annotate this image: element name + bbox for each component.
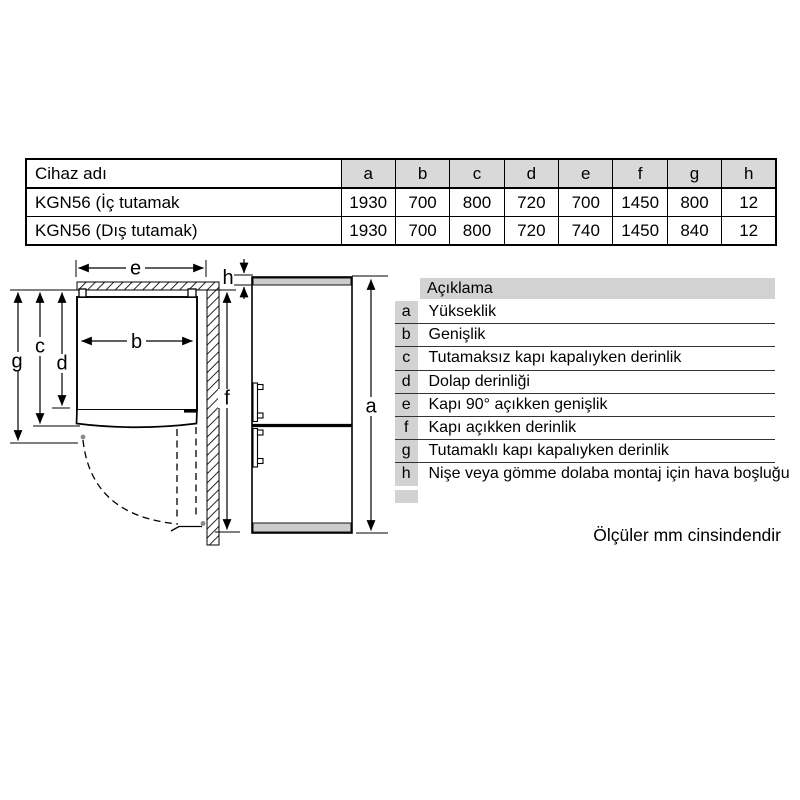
legend-text: Kapı 90° açıkken genişlik (428, 395, 608, 413)
value-g: 840 (667, 217, 721, 246)
value-g: 800 (667, 188, 721, 217)
wall-pivot-dot (201, 521, 206, 526)
legend-text: Nişe veya gömme dolaba montaj için hava boşluğu (428, 465, 790, 483)
spec-header-dim-g: g (667, 159, 721, 188)
value-h: 12 (722, 188, 776, 217)
legend-letter: g (395, 440, 418, 462)
spec-table-row-dis-tutamak (26, 217, 776, 246)
fridge-top-view-door (77, 410, 198, 427)
value-b: 700 (395, 217, 449, 246)
spec-header-dim-e: e (559, 159, 613, 188)
spec-header-dim-c: c (450, 159, 504, 188)
spec-header-dim-f: f (613, 159, 667, 188)
measurement-unit-note: Ölçüler mm cinsindendir (593, 525, 781, 545)
legend-letter: f (395, 417, 418, 439)
legend-header: Açıklama (420, 278, 775, 299)
value-f: 1450 (613, 188, 667, 217)
legend-text: Tutamaklı kapı kapalıyken derinlik (428, 442, 669, 460)
value-h: 12 (722, 217, 776, 246)
door-hinge-mark (184, 409, 197, 413)
spec-header-dim-d: d (504, 159, 558, 188)
dim-label-c: c (35, 335, 45, 358)
legend-gray-tail (395, 490, 418, 503)
hinge-left (79, 289, 86, 297)
dim-label-d: d (56, 352, 68, 375)
spec-table (25, 158, 777, 246)
value-a: 1930 (341, 188, 395, 217)
value-d: 720 (504, 188, 558, 217)
hinge-right (188, 289, 196, 297)
door-pivot-dot (81, 435, 86, 440)
legend-text: Tutamaksız kapı kapalıyken derinlik (428, 349, 682, 367)
value-c: 800 (450, 217, 504, 246)
legend-row-e (395, 394, 775, 417)
fridge-top-cap (253, 278, 351, 285)
spec-header-dim-h: h (722, 159, 776, 188)
legend-rows (395, 301, 790, 486)
legend-letter: h (395, 463, 418, 485)
value-a: 1930 (341, 217, 395, 246)
legend-letter: c (395, 347, 418, 369)
fridge-top-view-body (77, 297, 197, 410)
legend-row-a (395, 301, 775, 324)
legend-letter: d (395, 371, 418, 393)
spec-header-device: Cihaz adı (26, 159, 341, 188)
value-e: 740 (559, 217, 613, 246)
device-name: KGN56 (Dış tutamak) (26, 217, 341, 246)
legend-letter: a (395, 301, 418, 323)
dim-label-e: e (129, 257, 142, 280)
spec-table-header-row (26, 159, 776, 188)
value-f: 1450 (613, 217, 667, 246)
legend-letter: e (395, 394, 418, 416)
legend-row-d (395, 371, 775, 394)
spec-header-dim-a: a (341, 159, 395, 188)
dim-label-g: g (11, 350, 23, 373)
dim-label-h: h (222, 267, 234, 289)
dimension-drawing-svg (0, 250, 400, 560)
legend-row-b (395, 324, 775, 347)
dim-label-a: a (365, 395, 377, 418)
legend-row-h (395, 463, 790, 485)
dimension-drawing (0, 250, 400, 565)
spec-table-row-ic-tutamak (26, 188, 776, 217)
fridge-front-view (252, 277, 352, 533)
value-e: 700 (559, 188, 613, 217)
legend-row-c (395, 347, 775, 370)
legend-text: Dolap derinliği (428, 372, 530, 390)
dim-label-b: b (130, 331, 143, 353)
value-b: 700 (395, 188, 449, 217)
legend-text: Yükseklik (428, 303, 497, 321)
device-name: KGN56 (İç tutamak (26, 188, 341, 217)
value-c: 800 (450, 188, 504, 217)
door-swing-dashed (83, 427, 202, 531)
legend-row-f (395, 417, 775, 440)
legend-text: Kapı açıkken derinlik (428, 419, 577, 437)
legend-text: Genişlik (428, 326, 486, 344)
legend-letter: b (395, 324, 418, 346)
fridge-base-plinth (253, 523, 351, 532)
spec-header-dim-b: b (395, 159, 449, 188)
legend-row-g (395, 440, 775, 463)
value-d: 720 (504, 217, 558, 246)
dim-label-f: f (224, 387, 230, 410)
